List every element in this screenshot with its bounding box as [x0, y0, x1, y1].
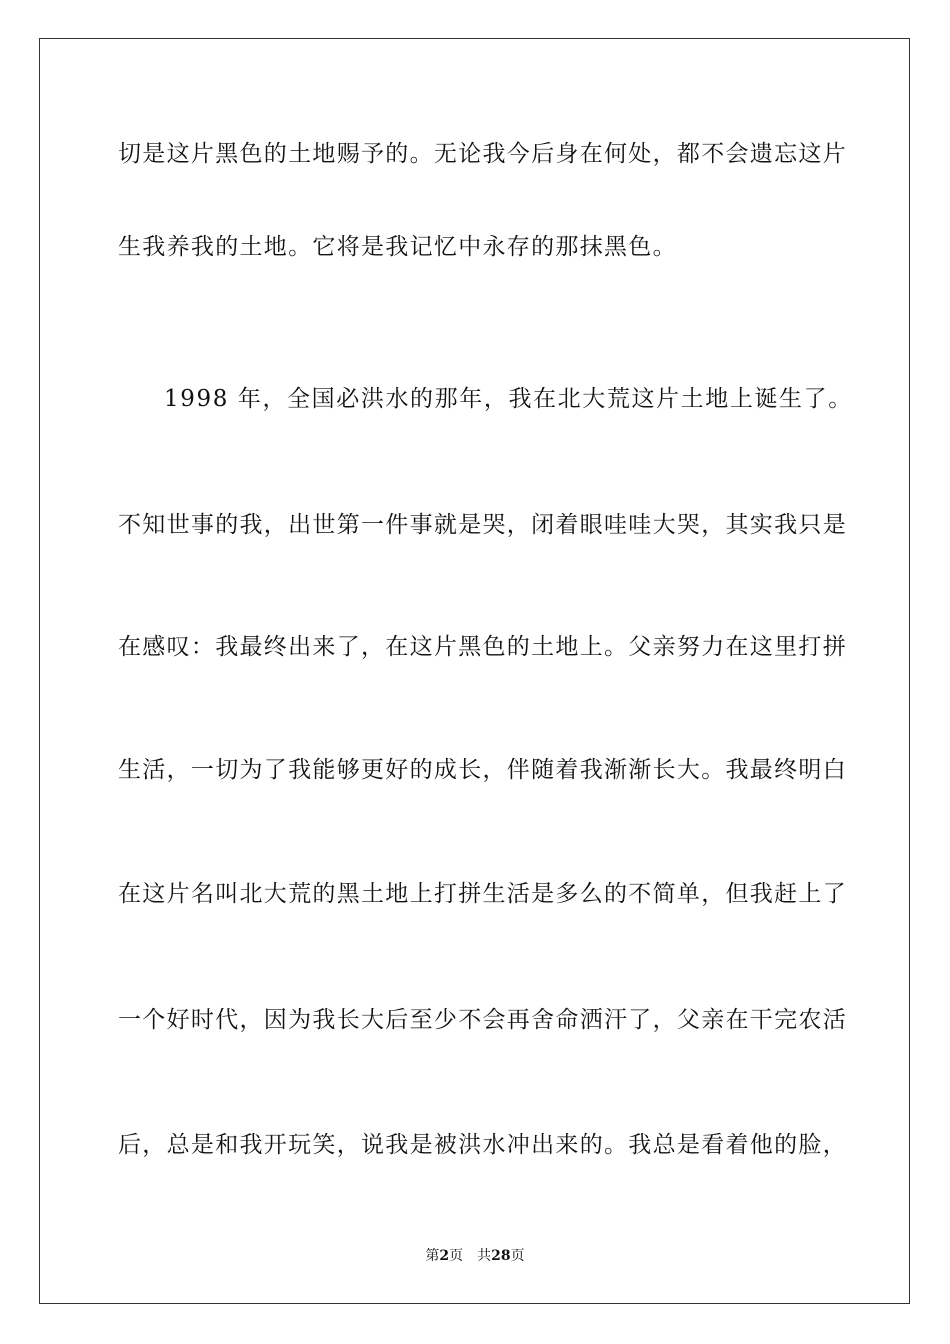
body-text-line: 在感叹：我最终出来了，在这片黑色的土地上。父亲努力在这里打拼 — [118, 634, 847, 660]
total-suffix: 页 — [510, 1248, 525, 1264]
body-text-line: 在这片名叫北大荒的黑土地上打拼生活是多么的不简单，但我赶上了 — [118, 881, 847, 907]
body-text-line: 生活，一切为了我能够更好的成长，伴随着我渐渐长大。我最终明白 — [118, 757, 847, 783]
body-text-line: 生我养我的土地。它将是我记忆中永存的那抹黑色。 — [118, 234, 677, 260]
page-prefix: 第 — [425, 1248, 440, 1264]
page-suffix: 页 — [449, 1248, 464, 1264]
page-border — [39, 38, 910, 1304]
body-text-line: 切是这片黑色的土地赐予的。无论我今后身在何处，都不会遗忘这片 — [118, 141, 847, 167]
page-number: 2 — [439, 1248, 450, 1264]
total-prefix: 共 — [477, 1248, 492, 1264]
body-text-line: 一个好时代，因为我长大后至少不会再舍命洒汗了，父亲在干完农活 — [118, 1007, 847, 1033]
page-footer — [0, 1246, 950, 1266]
paragraph-start-line: 1998 年，全国必洪水的那年，我在北大荒这片土地上诞生了。 — [164, 386, 853, 412]
body-text-line: 不知世事的我，出世第一件事就是哭，闭着眼哇哇大哭，其实我只是 — [118, 512, 847, 538]
total-pages: 28 — [491, 1248, 511, 1264]
body-text-line: 后，总是和我开玩笑，说我是被洪水冲出来的。我总是看着他的脸， — [118, 1132, 847, 1158]
